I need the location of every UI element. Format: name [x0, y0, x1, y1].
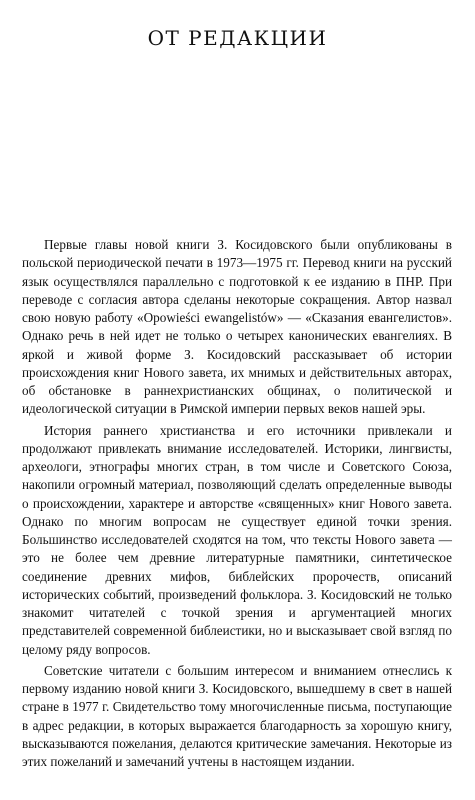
editorial-text: [22, 236, 452, 774]
paragraph: Советские читатели с большим интересом и вниманием отнеслись к первому изданию новой книги З. Косидовского, вышедшему в свет в нашей стране в 1977 г. Свидетельство тому многочисленные письма, поступающие в адрес редакции, в которых выражается благодарность за хорошую книгу, высказываются пожелания, делаются критические замечания. Некоторые из этих пожеланий и замечаний учтены в настоящем издании.: [22, 662, 452, 769]
paragraph: История раннего христианства и его источники привлекали и продолжают привлекать внимание исследователей. Историки, лингвисты, археологи, этнографы многих стран, в том числе и Советского Союза, накопили огромный материал, позволяющий сделать определенные выводы о происхождении, характере и авторстве «священных» книг Нового завета. Однако по многим вопросам не существует единой точки зрения. Большинство исследователей сходятся на том, что тексты Нового завета — это не более чем древние литературные памятники, синтетическое соединение древних мифов, библейских пророчеств, описаний исторических событий, произведений фольклора. З. Косидовский не только знакомит читателей с точкой зрения и аргументацией многих представителей современной библеистики, но и высказывает свой взгляд по целому ряду вопросов.: [22, 422, 452, 657]
page-title: ОТ РЕДАКЦИИ: [147, 26, 328, 50]
paragraph: Первые главы новой книги З. Косидовского были опубликованы в польской периодической печати в 1973—1975 гг. Перевод книги на русский язык осуществлялся параллельно с подготовкой к ее изданию в ПНР. При переводе с согласия автора сделаны некоторые сокращения. Автор назвал свою новую работу «Opowieści ewangelistów» — «Сказания евангелистов». Однако речь в ней идет не только о четырех канонических евангелиях. В яркой и живой форме З. Косидовский рассказывает об истории происхождения книг Нового завета, их мнимых и действительных авторах, об обстановке в раннехристианских общинах, о политической и идеологической ситуации в Римской империи первых веков нашей эры.: [22, 237, 452, 417]
